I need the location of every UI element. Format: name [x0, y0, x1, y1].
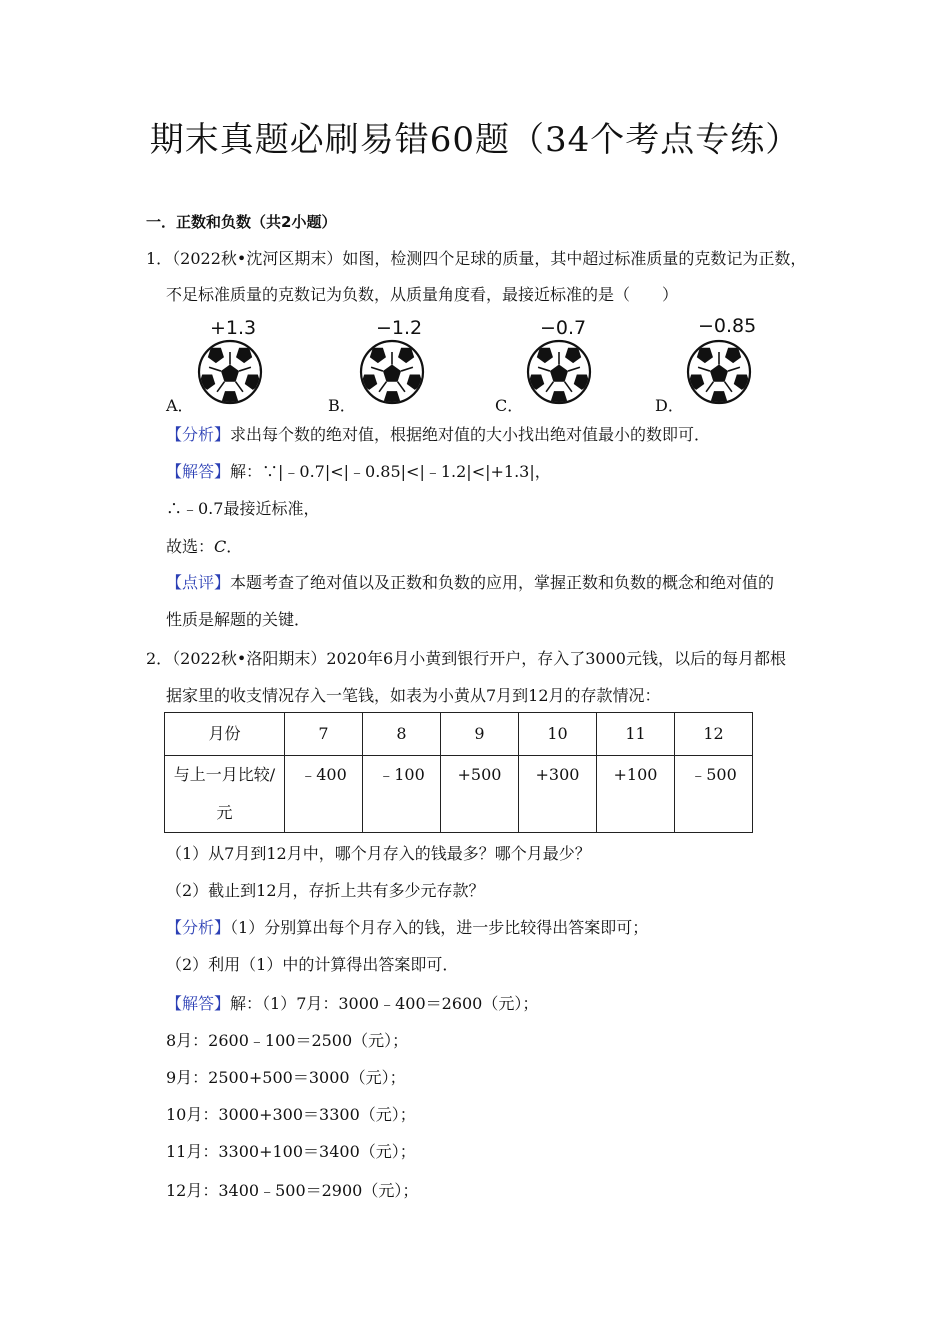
choice-prefix: 故选： — [166, 537, 215, 556]
q1-answer — [166, 461, 551, 483]
q2-answer-line: 8月：2600﹣100＝2500（元）； — [166, 1031, 409, 1050]
q1-answer-line2: ∴﹣0.7最接近标准， — [166, 499, 320, 518]
table-cell: +300 — [519, 756, 597, 833]
table-header-cell: 10 — [519, 713, 597, 756]
comment-text: 本题考查了绝对值以及正数和负数的应用，掌握正数和负数的概念和绝对值的 — [230, 573, 775, 592]
table-header-cell: 12 — [675, 713, 753, 756]
ball-label-c: −0.7 — [540, 317, 587, 339]
q1-comment — [166, 572, 774, 594]
table-header-cell: 11 — [597, 713, 675, 756]
table-header-cell: 8 — [363, 713, 441, 756]
deposit-table — [164, 712, 753, 833]
q1-stem-line1: 1．（2022秋•沈河区期末）如图，检测四个足球的质量，其中超过标准质量的克数记为正数， — [146, 249, 807, 268]
table-cell: +500 — [441, 756, 519, 833]
option-a: A． — [166, 396, 194, 415]
table-header-cell: 月份 — [165, 713, 285, 756]
table-row-label: 与上一月比较/ 元 — [165, 756, 285, 833]
answer-text: 解：∵|﹣0.7|<|﹣0.85|<|﹣1.2|<|+1.3|， — [230, 462, 551, 481]
ball-label-a: +1.3 — [210, 317, 257, 339]
table-header-cell: 7 — [285, 713, 363, 756]
table-cell: +100 — [597, 756, 675, 833]
ball-label-b: −1.2 — [376, 317, 423, 339]
table-cell: ﹣400 — [285, 756, 363, 833]
section-heading: 一．正数和负数（共2小题） — [146, 213, 337, 231]
q2-stem-line2: 据家里的收支情况存入一笔钱，如表为小黄从7月到12月的存款情况： — [166, 686, 661, 705]
page-title: 期末真题必刷易错60题（34个考点专练） — [149, 120, 801, 160]
soccer-ball-icon — [358, 338, 426, 406]
q2-answer-line: 11月：3300+100＝3400（元）； — [166, 1142, 416, 1161]
q2-answer-line: 9月：2500+500＝3000（元）； — [166, 1068, 406, 1087]
table-cell: ﹣500 — [675, 756, 753, 833]
answer-text: 解：（1）7月：3000﹣400＝2600（元）； — [230, 994, 539, 1013]
table-row — [165, 713, 753, 756]
answer-tag: 【解答】 — [166, 462, 231, 481]
answer-tag: 【解答】 — [166, 994, 231, 1013]
analysis-text: 求出每个数的绝对值，根据绝对值的大小找出绝对值最小的数即可． — [230, 425, 711, 444]
q1-choice — [166, 536, 242, 558]
analysis-text: （1）分别算出每个月存入的钱，进一步比较得出答案即可； — [230, 918, 649, 937]
table-header-cell: 9 — [441, 713, 519, 756]
q2-answer — [166, 993, 538, 1015]
soccer-ball-icon — [685, 338, 753, 406]
q2-sub2: （2）截止到12月，存折上共有多少元存款？ — [166, 881, 485, 900]
q2-analysis-line2: （2）利用（1）中的计算得出答案即可． — [166, 955, 459, 974]
option-c: C． — [495, 396, 524, 415]
choice-suffix: ． — [226, 537, 243, 556]
choice-letter: C — [214, 537, 227, 556]
q1-stem-line2: 不足标准质量的克数记为负数，从质量角度看，最接近标准的是（ ） — [166, 285, 679, 304]
q2-stem-line1: 2．（2022秋•洛阳期末）2020年6月小黄到银行开户，存入了3000元钱，以后的每月都根 — [146, 649, 786, 668]
soccer-ball-icon — [525, 338, 593, 406]
analysis-tag: 【分析】 — [166, 425, 231, 444]
soccer-ball-icon — [196, 338, 264, 406]
table-cell: ﹣100 — [363, 756, 441, 833]
table-row — [165, 756, 753, 833]
option-b: B． — [328, 396, 356, 415]
q2-sub1: （1）从7月到12月中，哪个月存入的钱最多？哪个月最少？ — [166, 844, 591, 863]
ball-label-d: −0.85 — [698, 315, 757, 337]
q2-answer-line: 10月：3000+300＝3300（元）； — [166, 1105, 416, 1124]
comment-tag: 【点评】 — [166, 573, 231, 592]
analysis-tag: 【分析】 — [166, 918, 231, 937]
option-d: D． — [655, 396, 684, 415]
q1-analysis — [166, 424, 710, 446]
q2-analysis — [166, 917, 648, 939]
q1-comment-line2: 性质是解题的关键． — [166, 610, 311, 629]
q2-answer-line: 12月：3400﹣500＝2900（元）； — [166, 1181, 419, 1200]
